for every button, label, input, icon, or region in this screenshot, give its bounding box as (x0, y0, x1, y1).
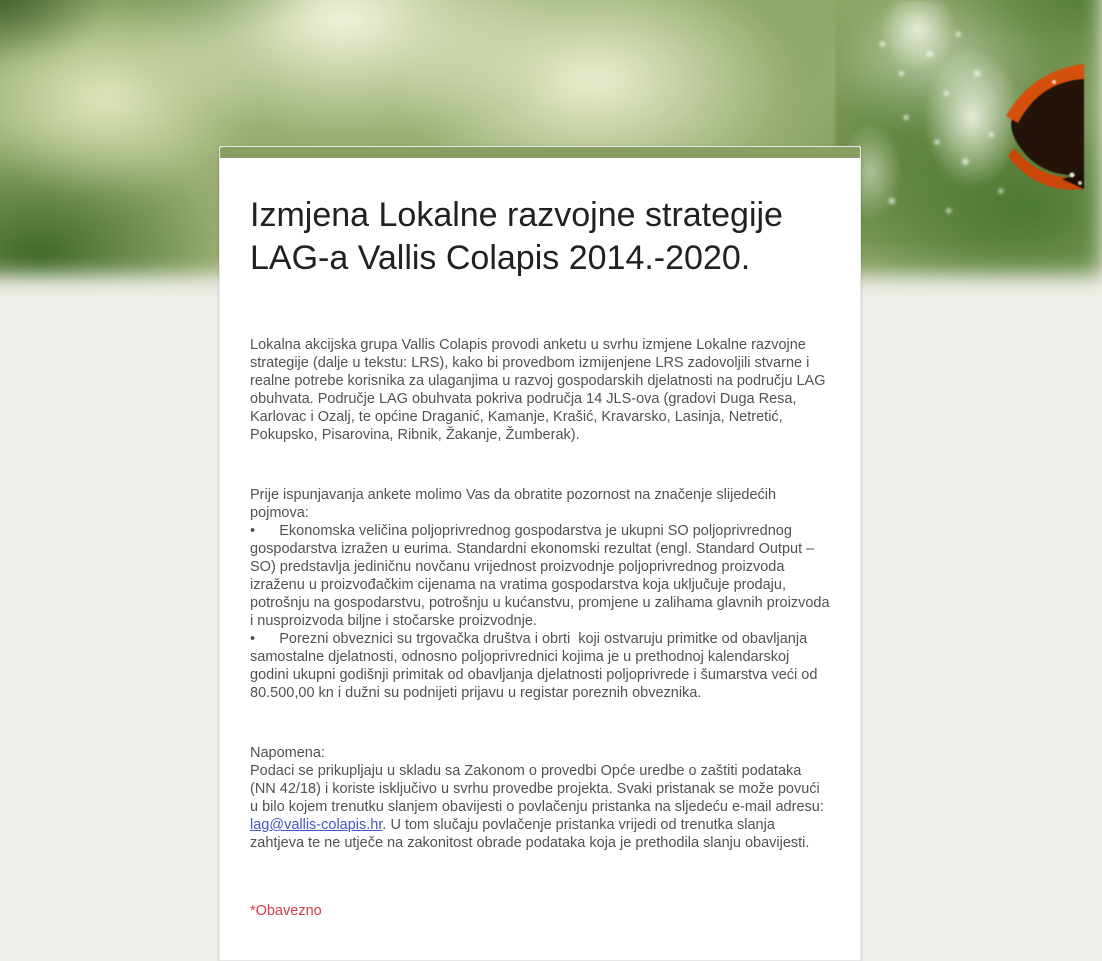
form-theme-bar (220, 147, 860, 158)
form-description (250, 300, 830, 888)
butterfly-image (984, 52, 1084, 192)
required-note: *Obavezno (250, 903, 322, 919)
description-paragraph-1: Lokalna akcijska grupa Vallis Colapis provodi anketu u svrhu izmjene Lokalne razvojne strategije (dalje u tekstu: LRS), kako bi provedbom izmijenjene LRS zadovoljili stvarne i realne potrebe korisnika za ulaganjima u razvoj gospodarskih djelatnosti na području LAG obuhvata. Područje LAG obuhvata pokriva područja 14 JLS-ova (gradovi Duga Resa, Karlovac i Ozalj, te općine Draganić, Kamanje, Krašić, Kravarsko, Lasinja, Netretić, Pokupsko, Pisarovina, Ribnik, Žakanje, Žumberak). (250, 337, 830, 443)
privacy-note-text-after: . U tom slučaju povlačenje pristanka vrijedi od trenutka slanja zahtjeva te ne utječe na zakonitost obrade podataka koja je prethodila slanju obavijesti. (250, 817, 810, 851)
privacy-note-paragraph (250, 744, 830, 852)
privacy-note-text-before: Napomena: Podaci se prikupljaju u skladu sa Zakonom o provedbi Opće uredbe o zaštiti podataka (NN 42/18) i koriste isključivo u svrhu provedbe projekta. Svaki pristanak se može povući u bilo kojem trenutku slanjem obavijesti o povlačenju pristanka na sljedeću e-mail adresu: (250, 745, 824, 815)
form-card (219, 146, 861, 961)
form-title: Izmjena Lokalne razvojne strategije LAG-a Vallis Colapis 2014.-2020. (250, 196, 783, 277)
form-header-section (220, 158, 860, 960)
description-paragraph-2: Prije ispunjavanja ankete molimo Vas da obratite pozornost na značenje slijedećih pojmova: • Ekonomska veličina poljoprivrednog gospodarstva je ukupni SO poljoprivrednog gospodarstva izražen u eurima. Standardni ekonomski rezultat (engl. Standard Output – SO) predstavlja jediničnu novčanu vrijednost proizvodnje poljoprivrednog proizvoda izraženu u proizvođačkim cijenama na vratima gospodarstva koja uključuje prodaju, potrošnju na gospodarstvu, potrošnju u kućanstvu, promjene u zalihama glavnih proizvoda i nusproizvoda biljne i stočarske proizvodnje. • Porezni obveznici su trgovačka društva i obrti koji ostvaruju primitke od obavljanja samostalne djelatnosti, odnosno poljoprivrednici kojima je u prethodnoj kalendarskoj godini ukupni godišnji primitak od obavljanja djelatnosti poljoprivrede i šumarstva veći od 80.500,00 kn i dužni su podnijeti prijavu u registar poreznih obveznika. (250, 487, 830, 701)
email-link[interactable]: lag@vallis-colapis.hr (250, 817, 383, 833)
